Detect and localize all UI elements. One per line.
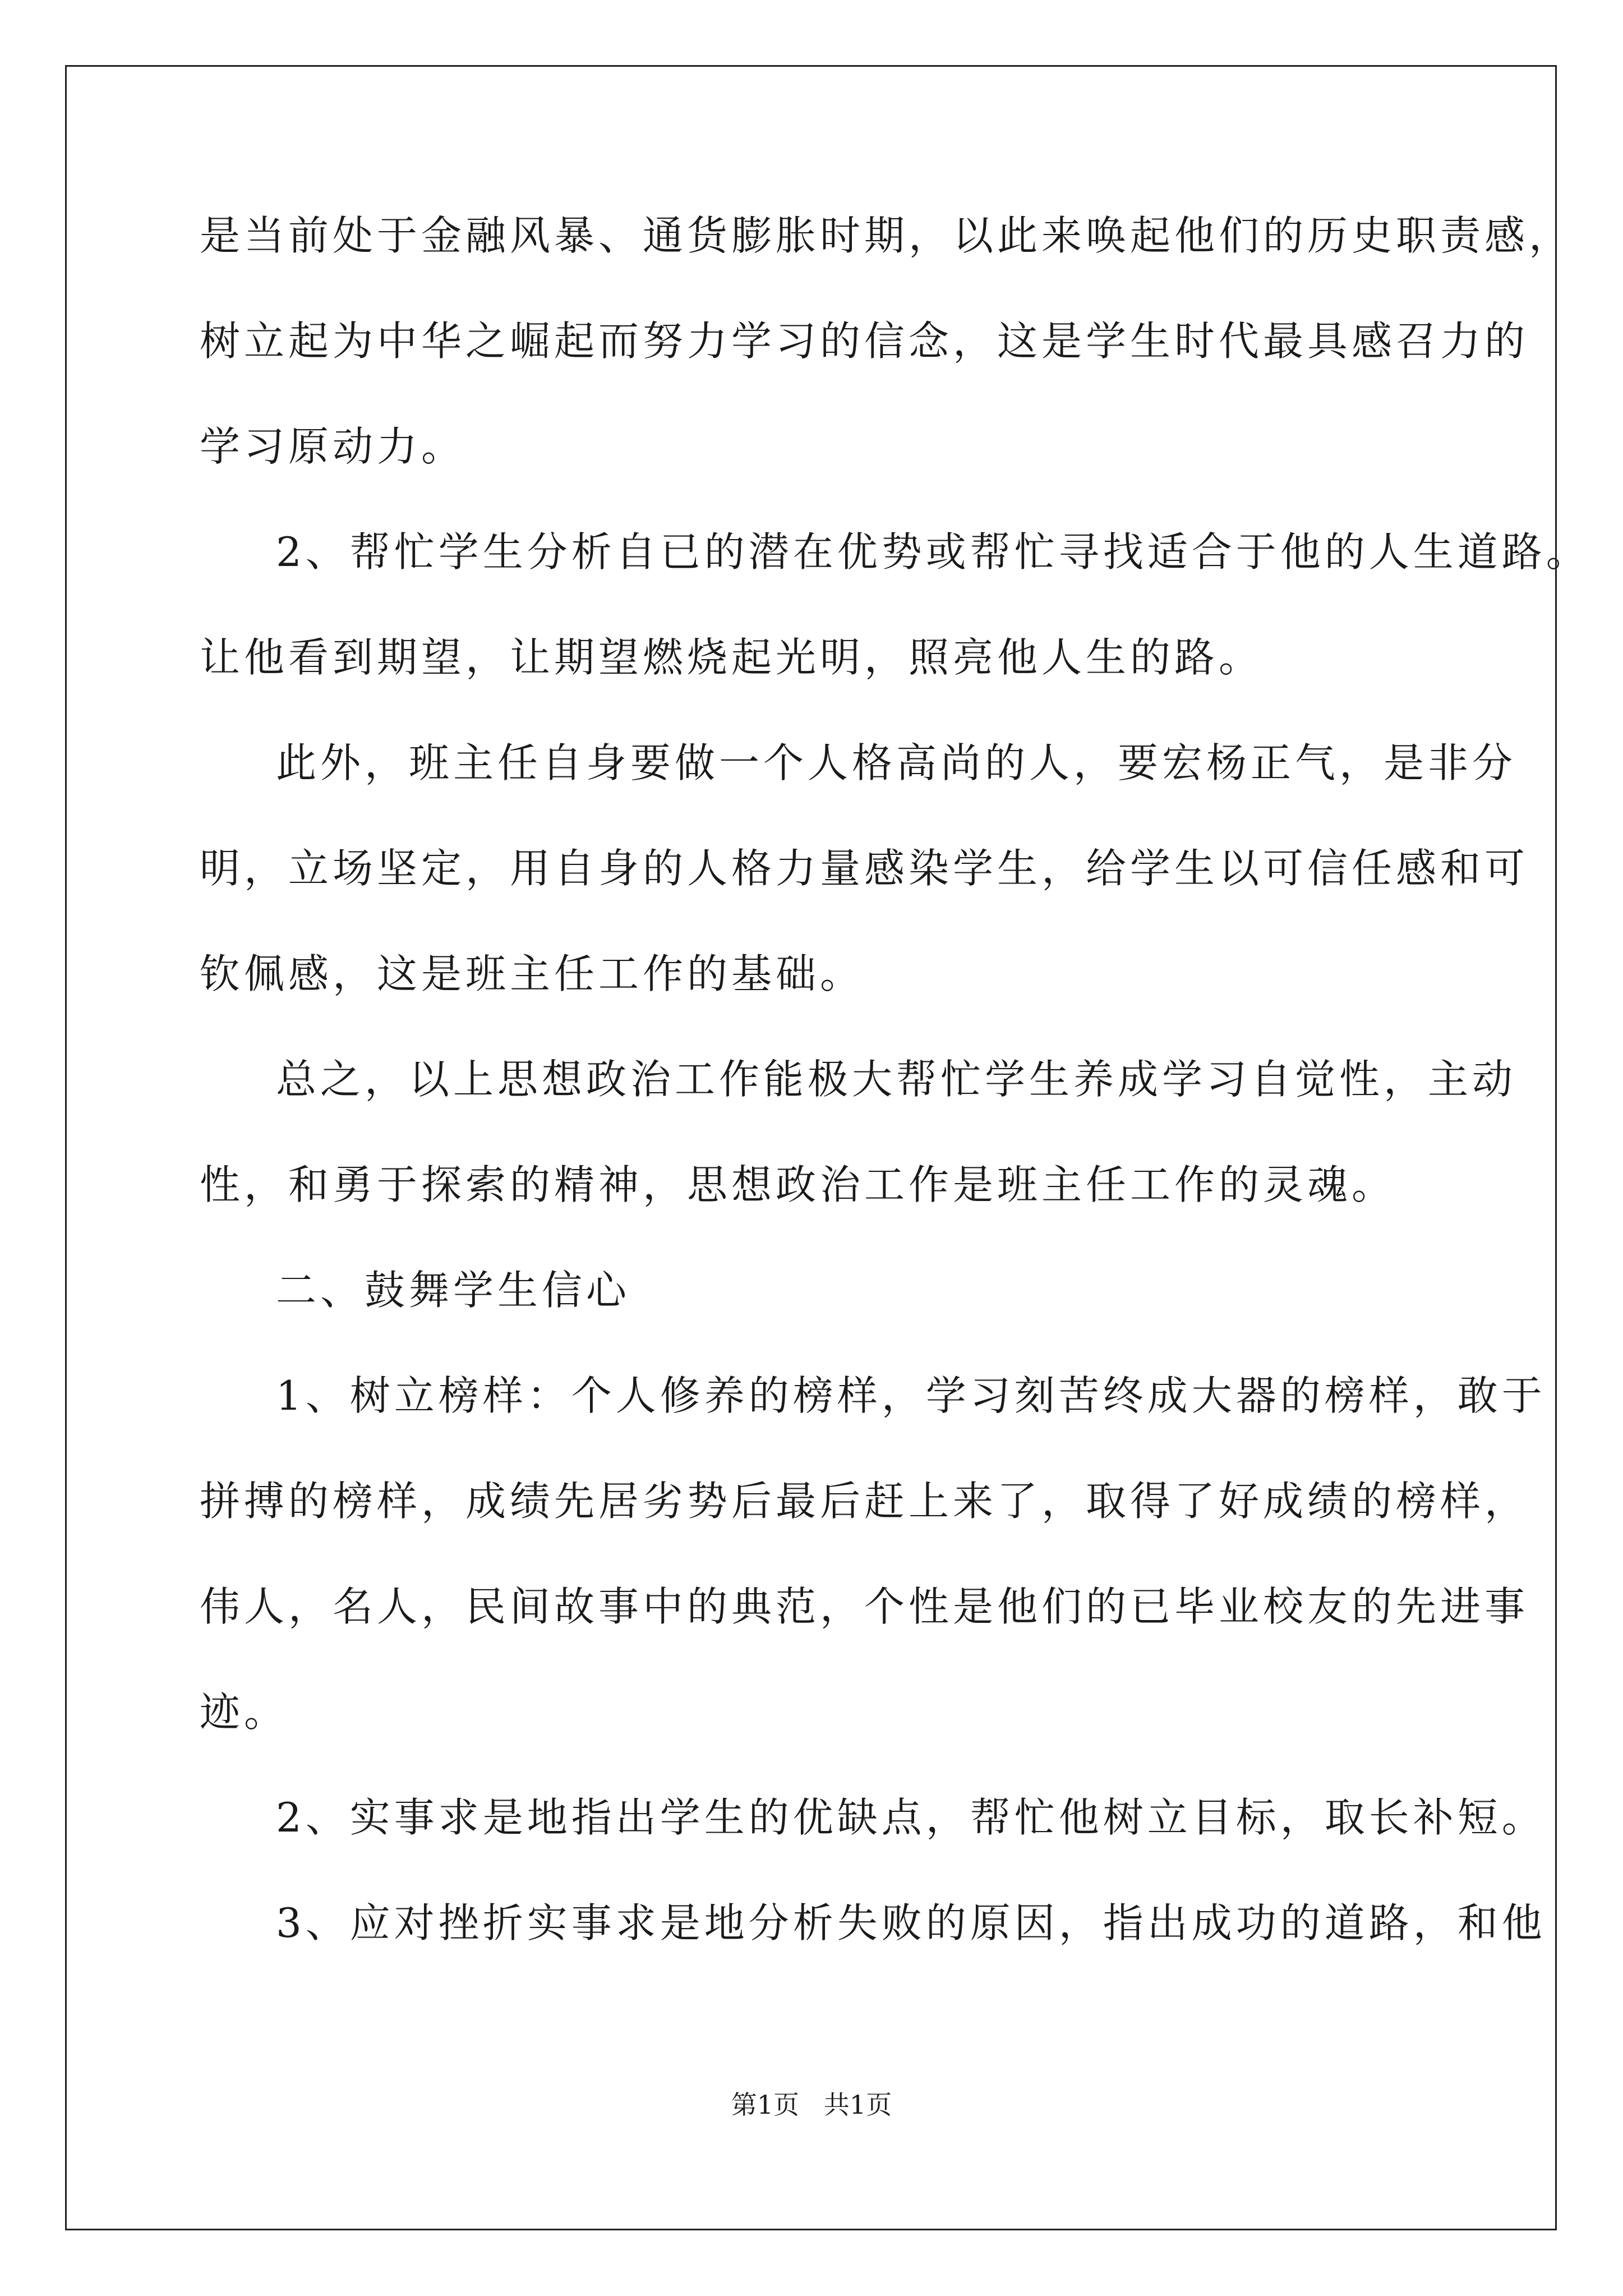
- text-line: 总之，以上思想政治工作能极大帮忙学生养成学习自觉性，主动: [276, 1056, 1517, 1103]
- text-line: 学习原动力。: [200, 423, 466, 470]
- text-line: 3、应对挫折实事求是地分析失败的原因，指出成功的道路，和他: [276, 1899, 1546, 1947]
- text-line: 伟人，名人，民间故事中的典范，个性是他们的已毕业校友的先进事: [200, 1583, 1529, 1630]
- text-line: 2、帮忙学生分析自已的潜在优势或帮忙寻找适合于他的人生道路。: [276, 528, 1590, 576]
- text-line: 是当前处于金融风暴、通货膨胀时期，以此来唤起他们的历史职责感，: [200, 212, 1574, 259]
- text-line: 钦佩感，这是班主任工作的基础。: [200, 950, 865, 997]
- text-line: 让他看到期望，让期望燃烧起光明，照亮他人生的路。: [200, 634, 1264, 681]
- text-line: 明，立场坚定，用自身的人格力量感染学生，给学生以可信任感和可: [200, 845, 1529, 892]
- text-line: 2、实事求是地指出学生的优缺点，帮忙他树立目标，取长补短。: [276, 1794, 1546, 1841]
- section-heading: 二、鼓舞学生信心: [276, 1267, 631, 1314]
- text-line: 树立起为中华之崛起而努力学习的信念，这是学生时代最具感召力的: [200, 318, 1529, 365]
- page-footer: 第1页 共1页: [731, 2090, 892, 2120]
- text-line: 1、树立榜样：个人修养的榜样，学习刻苦终成大器的榜样，敢于: [276, 1372, 1546, 1419]
- text-line: 此外，班主任自身要做一个人格高尚的人，要宏杨正气，是非分: [276, 739, 1517, 786]
- text-line: 迹。: [200, 1688, 289, 1736]
- text-line: 拼搏的榜样，成绩先居劣势后最后赶上来了，取得了好成绩的榜样，: [200, 1478, 1529, 1525]
- text-line: 性，和勇于探索的精神，思想政治工作是班主任工作的灵魂。: [200, 1161, 1396, 1208]
